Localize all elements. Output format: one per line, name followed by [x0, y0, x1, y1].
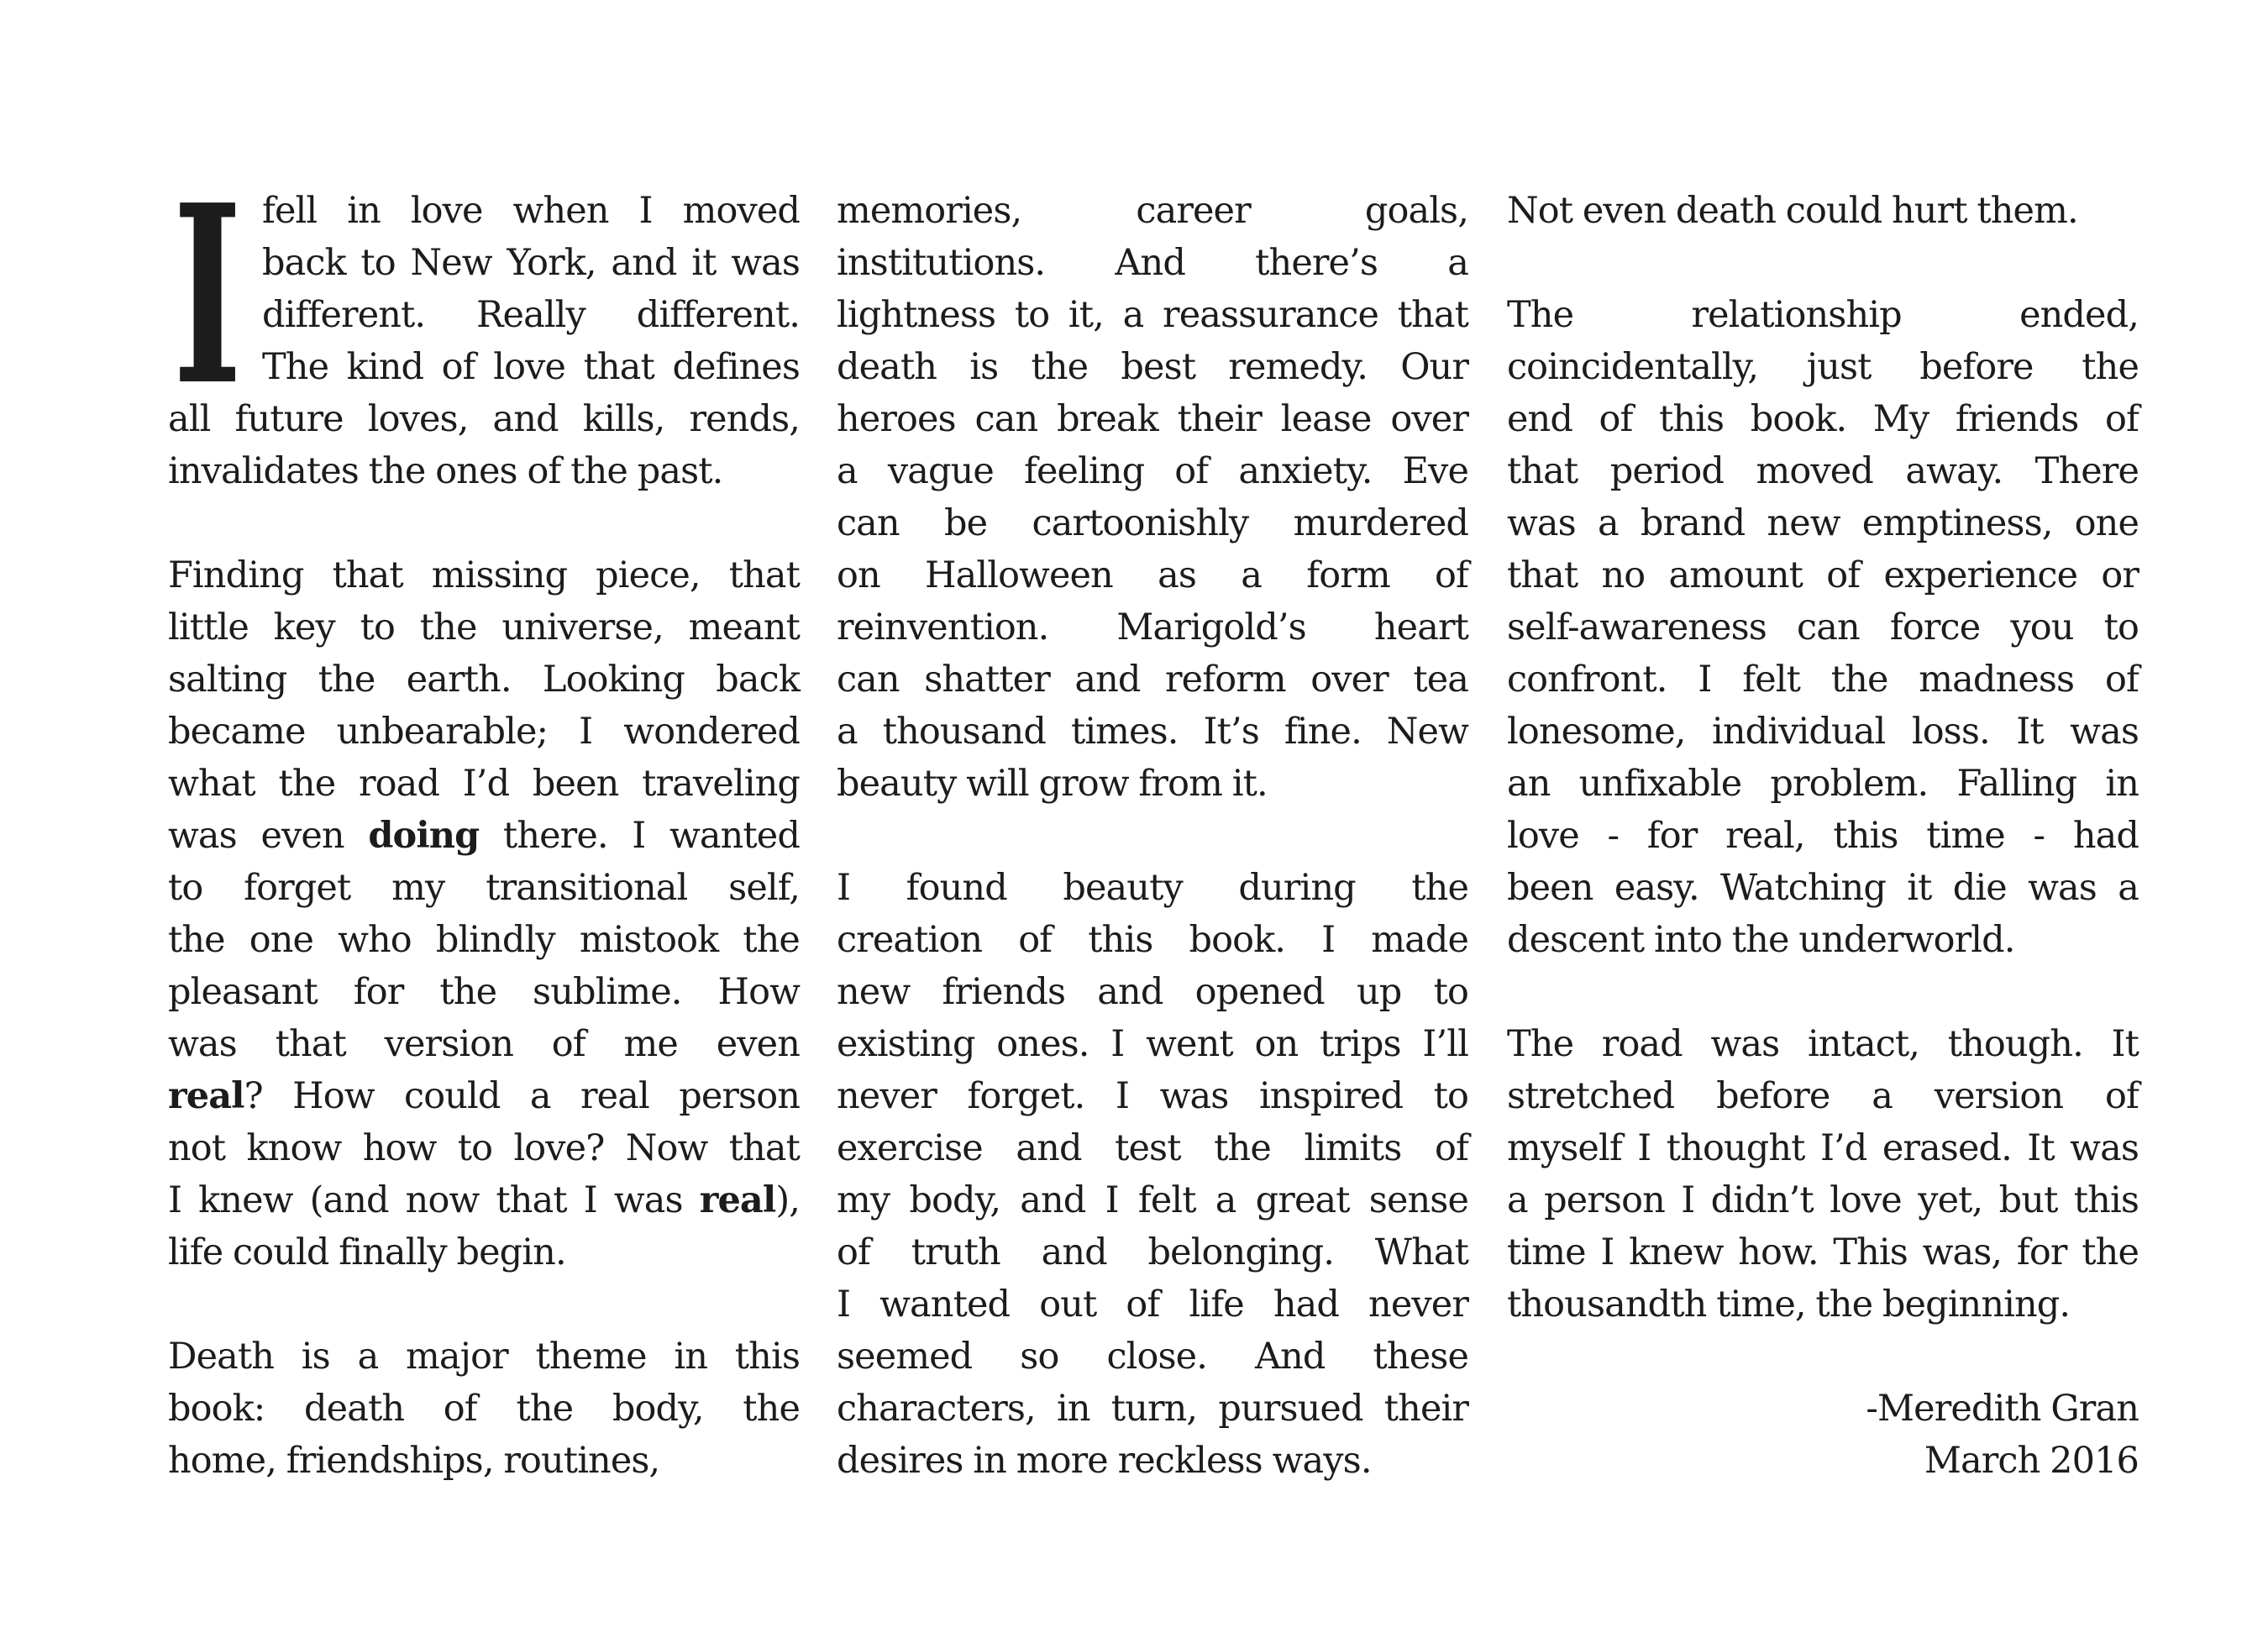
text-line: [837, 289, 1468, 341]
text-segment: Finding that missing piece, that: [168, 554, 800, 596]
text-segment: can be cartoonishly murdered: [837, 502, 1468, 544]
text-line: [837, 185, 1468, 237]
text-line: [1507, 1174, 2139, 1226]
text-segment: The road was intact, though. It: [1507, 1023, 2139, 1065]
text-line: [168, 1174, 800, 1226]
text-line: [168, 706, 800, 758]
text-segment: new friends and opened up to: [837, 971, 1468, 1013]
text-segment: of truth and belonging. What: [837, 1231, 1468, 1273]
text-segment: became unbearable; I wondered: [168, 711, 800, 753]
text-line: [168, 758, 800, 810]
text-line: [168, 810, 800, 862]
text-line: [837, 601, 1468, 654]
text-segment: that period moved away. There: [1507, 450, 2139, 492]
text-line: [1507, 810, 2139, 862]
text-segment: beauty will grow from it.: [837, 763, 1268, 805]
text-segment: I wanted out of life had never: [837, 1284, 1468, 1326]
column-2: [837, 185, 1468, 1487]
text-segment: The relationship ended,: [1507, 294, 2139, 336]
paragraph: [168, 1331, 800, 1487]
text-line: [837, 1435, 1468, 1487]
text-line: [168, 549, 800, 601]
text-line: [837, 1278, 1468, 1331]
paragraph-gap: [1507, 966, 2139, 1018]
text-segment: the one who blindly mistook the: [168, 919, 800, 961]
text-line: [168, 862, 800, 914]
bold-word: doing: [368, 815, 480, 857]
text-segment: was even: [168, 815, 369, 857]
text-segment: an unfixable problem. Falling in: [1507, 763, 2139, 805]
text-line: [837, 1331, 1468, 1383]
text-segment: been easy. Watching it die was a: [1507, 867, 2139, 909]
text-line: [1507, 706, 2139, 758]
paragraph-gap: [1507, 1331, 2139, 1383]
text-line: [168, 1070, 800, 1122]
paragraph: [837, 185, 1468, 810]
text-line: [1507, 497, 2139, 549]
text-segment: not know how to love? Now that: [168, 1127, 800, 1169]
text-segment: thousandth time, the beginning.: [1507, 1284, 2071, 1326]
text-line: [837, 914, 1468, 966]
text-line: [168, 601, 800, 654]
text-segment: I found beauty during the: [837, 867, 1468, 909]
text-line: [168, 1122, 800, 1174]
text-line: [837, 1383, 1468, 1435]
text-segment: a vague feeling of anxiety. Eve: [837, 450, 1468, 492]
text-line: [837, 758, 1468, 810]
text-segment: Death is a major theme in this: [168, 1336, 800, 1378]
text-segment: existing ones. I went on trips I’ll: [837, 1023, 1468, 1065]
text-line: [1507, 1018, 2139, 1070]
text-segment: home, friendships, routines,: [168, 1440, 660, 1482]
text-line: [837, 966, 1468, 1018]
text-segment: lightness to it, a reassurance that: [837, 294, 1468, 336]
text-line: [168, 914, 800, 966]
text-segment: to forget my transitional self,: [168, 867, 800, 909]
text-segment: death is the best remedy. Our: [837, 346, 1468, 388]
text-line: [1507, 445, 2139, 497]
paragraph-gap: [168, 1278, 800, 1331]
signature-block: [1507, 1383, 2139, 1487]
text-segment: was that version of me even: [168, 1023, 800, 1065]
text-segment: fell in love when I moved: [262, 190, 800, 232]
paragraph: [1507, 185, 2139, 237]
bold-word: real: [168, 1075, 244, 1117]
text-line: [168, 445, 800, 497]
text-segment: The kind of love that defines: [262, 346, 800, 388]
text-segment: creation of this book. I made: [837, 919, 1468, 961]
column-1: [168, 151, 800, 1487]
text-line: [262, 341, 800, 393]
text-line: [1507, 341, 2139, 393]
text-line: [168, 1018, 800, 1070]
text-line: [837, 1070, 1468, 1122]
text-line: [837, 1174, 1468, 1226]
column-3: [1507, 185, 2139, 1487]
text-segment: I knew (and now that I was: [168, 1179, 700, 1221]
text-line: [837, 862, 1468, 914]
text-line: [168, 1435, 800, 1487]
text-segment: confront. I felt the madness of: [1507, 659, 2139, 701]
paragraph: [168, 549, 800, 1278]
text-line: [168, 393, 800, 445]
text-segment: descent into the underworld.: [1507, 919, 2015, 961]
text-line: [1507, 1226, 2139, 1278]
text-segment: never forget. I was inspired to: [837, 1075, 1468, 1117]
text-line: [1507, 1070, 2139, 1122]
text-segment: a thousand times. It’s fine. New: [837, 711, 1468, 753]
paragraph-gap: [168, 497, 800, 549]
text-line: [168, 1226, 800, 1278]
paragraph: [168, 185, 800, 497]
text-line: [837, 706, 1468, 758]
text-line: [837, 445, 1468, 497]
text-segment: was a brand new emptiness, one: [1507, 502, 2139, 544]
text-segment: exercise and test the limits of: [837, 1127, 1468, 1169]
drop-cap: [168, 151, 248, 439]
text-line: [1507, 758, 2139, 810]
text-segment: on Halloween as a form of: [837, 554, 1468, 596]
text-line: [837, 654, 1468, 706]
paragraph-gap: [1507, 237, 2139, 289]
text-line: [1507, 549, 2139, 601]
text-segment: all future loves, and kills, rends,: [168, 398, 800, 440]
text-segment: invalidates the ones of the past.: [168, 450, 723, 492]
text-line: [837, 549, 1468, 601]
text-segment: there. I wanted: [479, 815, 800, 857]
text-line: [837, 237, 1468, 289]
text-segment: Not even death could hurt them.: [1507, 190, 2078, 232]
text-segment: reinvention. Marigold’s heart: [837, 606, 1468, 648]
text-segment: my body, and I felt a great sense: [837, 1179, 1468, 1221]
text-line: [837, 1226, 1468, 1278]
signature-date: March 2016: [1924, 1440, 2139, 1482]
text-line: [837, 497, 1468, 549]
text-segment: heroes can break their lease over: [837, 398, 1468, 440]
text-line: [1507, 393, 2139, 445]
text-segment: can shatter and reform over tea: [837, 659, 1468, 701]
signature-name: -Meredith Gran: [1866, 1388, 2139, 1430]
text-line: [1507, 654, 2139, 706]
text-line: [1507, 289, 2139, 341]
text-segment: ? How could a real person: [244, 1075, 800, 1117]
text-line: [1507, 1278, 2139, 1331]
text-segment: time I knew how. This was, for the: [1507, 1231, 2139, 1273]
paragraph: [1507, 1018, 2139, 1331]
text-line: [1507, 862, 2139, 914]
text-segment: memories, career goals,: [837, 190, 1468, 232]
text-segment: ),: [775, 1179, 800, 1221]
text-segment: self-awareness can force you to: [1507, 606, 2139, 648]
text-line: [1507, 1122, 2139, 1174]
text-line: [168, 1383, 800, 1435]
text-line: [1507, 185, 2139, 237]
text-line: [1507, 914, 2139, 966]
text-segment: desires in more reckless ways.: [837, 1440, 1372, 1482]
text-segment: life could finally begin.: [168, 1231, 566, 1273]
bold-word: real: [699, 1179, 776, 1221]
text-segment: salting the earth. Looking back: [168, 659, 800, 701]
paragraph: [837, 862, 1468, 1487]
text-segment: institutions. And there’s a: [837, 242, 1468, 284]
text-segment: that no amount of experience or: [1507, 554, 2139, 596]
text-segment: end of this book. My friends of: [1507, 398, 2139, 440]
text-segment: book: death of the body, the: [168, 1388, 800, 1430]
text-line: [837, 1018, 1468, 1070]
text-segment: myself I thought I’d erased. It was: [1507, 1127, 2139, 1169]
text-line: [168, 1331, 800, 1383]
text-segment: a person I didn’t love yet, but this: [1507, 1179, 2139, 1221]
text-line: [262, 289, 800, 341]
text-segment: love - for real, this time - had: [1507, 815, 2139, 857]
paragraph-gap: [837, 810, 1468, 862]
text-line: [168, 966, 800, 1018]
text-segment: lonesome, individual loss. It was: [1507, 711, 2139, 753]
text-line: [168, 654, 800, 706]
drop-cap-letter: I: [173, 151, 242, 439]
text-line: [262, 237, 800, 289]
text-segment: different. Really different.: [262, 294, 800, 336]
text-segment: back to New York, and it was: [262, 242, 800, 284]
text-segment: pleasant for the sublime. How: [168, 971, 800, 1013]
text-segment: stretched before a version of: [1507, 1075, 2139, 1117]
paragraph: [1507, 289, 2139, 966]
text-line: [837, 393, 1468, 445]
text-line: [837, 341, 1468, 393]
text-segment: seemed so close. And these: [837, 1336, 1468, 1378]
text-line: [262, 185, 800, 237]
text-line: [1507, 601, 2139, 654]
text-segment: what the road I’d been traveling: [168, 763, 800, 805]
text-segment: characters, in turn, pursued their: [837, 1388, 1468, 1430]
text-segment: coincidentally, just before the: [1507, 346, 2139, 388]
text-segment: little key to the universe, meant: [168, 606, 800, 648]
text-line: [837, 1122, 1468, 1174]
